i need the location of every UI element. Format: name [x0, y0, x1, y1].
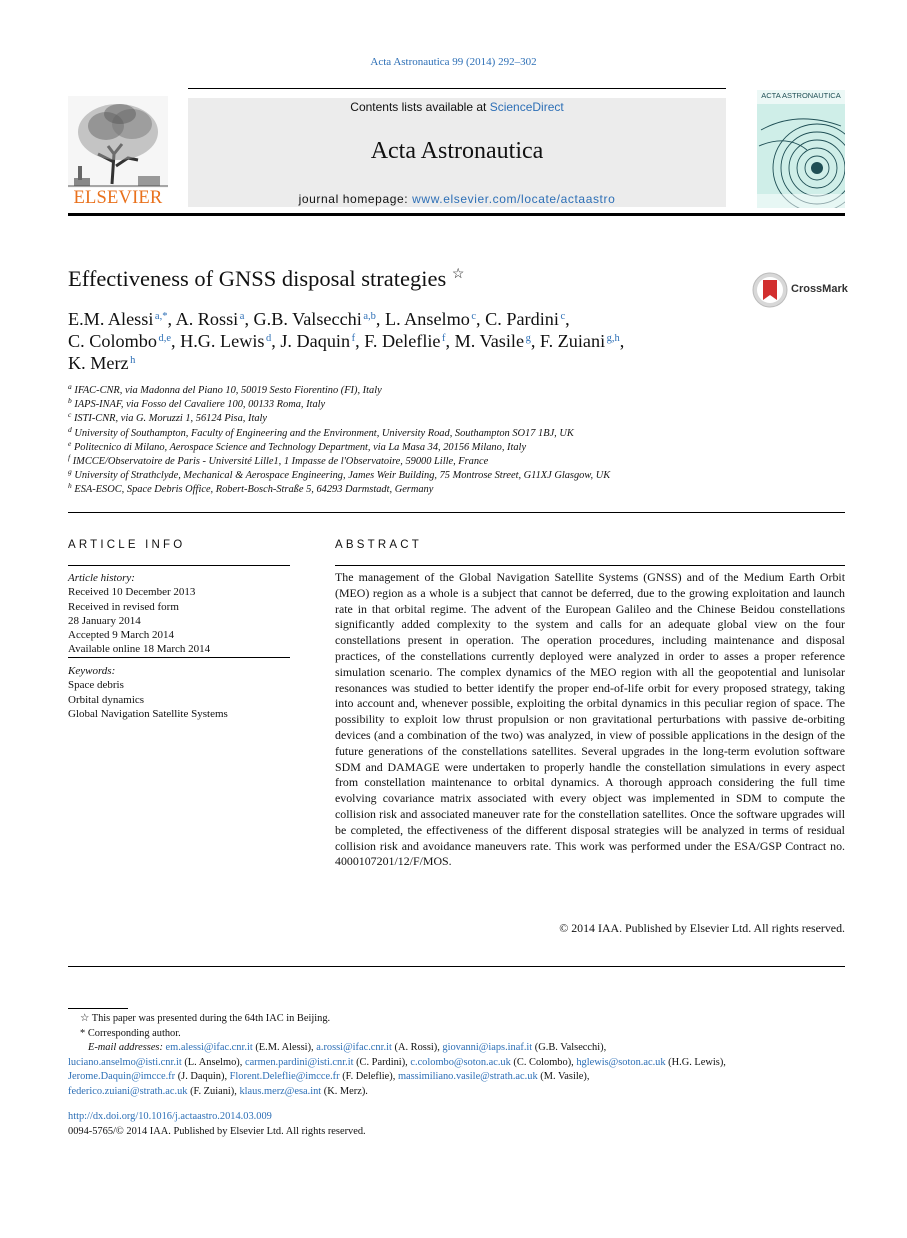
author: C. Pardini $^c$, [485, 309, 570, 329]
elsevier-logo[interactable] [68, 96, 168, 208]
abstract-heading: ABSTRACT [335, 539, 422, 551]
author-sup[interactable]: a,b [363, 311, 376, 322]
author-sup[interactable]: d,e [158, 333, 172, 344]
affiliation: $^b$ IAPS-INAF, via Fosso del Cavaliere 100, 00133 Roma, Italy [68, 396, 326, 411]
affiliation: $^d$ University of Southampton, Faculty of Engineering and the Environment, University Road, Southampton SO17 1BJ, UK [68, 424, 574, 439]
article-title [68, 266, 464, 292]
affiliation: $^f$ IMCCE/Observatoire de Paris - Université Lille1, 1 Impasse de l'Observatoire, 59000 Lille, France [68, 453, 489, 468]
affiliation: $^g$ University of Strathclyde, Mechanical & Aerospace Engineering, James Weir Building, 75 Montrose Street, G11XJ Glasgow, UK [68, 467, 611, 482]
footnote-rule [68, 1008, 128, 1009]
issn-line: 0094-5765/© 2014 IAA. Published by Elsevier Ltd. All rights reserved. [68, 1126, 366, 1137]
author: M. Vasile $^g$, [454, 331, 540, 351]
history-label: Article history: [68, 572, 135, 584]
keyword: Space debris [68, 679, 124, 692]
email-link[interactable]: hglewis@soton.ac.uk [576, 1056, 666, 1068]
section-rule [68, 966, 845, 967]
corresponding-footnote: * Corresponding author. [80, 1027, 181, 1039]
author: F. Deleflie $^f$, [364, 331, 455, 351]
history-item: Available online 18 March 2014 [68, 643, 211, 656]
crossmark-icon [752, 272, 788, 308]
crossmark-badge[interactable] [752, 272, 847, 308]
author: C. Colombo $^{d,e}$, [68, 331, 181, 351]
history-item: Received in revised form [68, 600, 179, 613]
author-sup[interactable]: g [525, 333, 531, 344]
title-footnote-mark[interactable]: ☆ [451, 267, 465, 282]
email-link[interactable]: klaus.merz@esa.int [239, 1085, 322, 1097]
article-title-text: Effectiveness of GNSS disposal strategies [68, 266, 447, 291]
header-top-rule [188, 88, 726, 89]
author-sup[interactable]: d [266, 333, 272, 344]
email-label: E-mail addresses: [88, 1042, 163, 1053]
history-item: Accepted 9 March 2014 [68, 629, 174, 642]
journal-cover-thumbnail[interactable] [757, 90, 845, 208]
author-sup[interactable]: c [560, 311, 566, 322]
history-item: Received 10 December 2013 [68, 586, 196, 599]
homepage-prefix: journal homepage: [298, 192, 413, 206]
email-link[interactable]: giovanni@iaps.inaf.it [442, 1042, 533, 1053]
author-sup[interactable]: a,* [154, 311, 168, 322]
journal-citation[interactable]: Acta Astronautica 99 (2014) 292–302 [370, 56, 537, 68]
author-sup[interactable]: f [442, 333, 446, 344]
journal-name: Acta Astronautica [370, 138, 544, 164]
author: G.B. Valsecchi $^{a,b}$, [253, 309, 385, 329]
email-link[interactable]: massimiliano.vasile@strath.ac.uk [397, 1071, 538, 1082]
author-sup[interactable]: f [351, 333, 356, 344]
email-footnote: E-mail addresses: em.alessi@ifac.cnr.it (E.M. Alessi), a.rossi@ifac.cnr.it (A. Rossi), giovanni@iaps.inaf.it (G.B. Valsecchi), luciano.anselmo@isti.cnr.it (L. Anselmo), carmen.pardini@isti.cnr.it (C. Pardini), c.colombo@soton.ac.uk (C. Colombo), hglewis@soton.ac.uk (H.G. Lewis), Jerome.Daquin@imcce.fr (J. Daquin), Florent.Deleflie@imcce.fr (F. Deleflie), massimiliano.vasile@strath.ac.uk (M. Vasile), federico.zuiani@strath.ac.uk (F. Zuiani), klaus.merz@esa.int (K. Merz). [68, 1042, 726, 1097]
crossmark-label: CrossMark [791, 283, 848, 295]
affiliation: $^e$ Politecnico di Milano, Aerospace Science and Technology Department, via La Masa 34, 20156 Milano, Italy [68, 438, 527, 453]
elsevier-wordmark: ELSEVIER [73, 188, 163, 208]
cover-title: ACTA ASTRONAUTICA [761, 91, 841, 100]
header-bottom-rule [68, 213, 845, 216]
article-history [68, 571, 290, 657]
author: A. Rossi $^a$, [175, 309, 254, 329]
keywords-label: Keywords: [68, 665, 116, 677]
email-link[interactable]: federico.zuiani@strath.ac.uk [68, 1085, 188, 1097]
email-link[interactable]: c.colombo@soton.ac.uk [410, 1056, 511, 1068]
abstract-rule [335, 565, 845, 566]
sciencedirect-link[interactable]: ScienceDirect [489, 100, 564, 114]
author: H.G. Lewis $^d$, [180, 331, 281, 351]
email-link[interactable]: a.rossi@ifac.cnr.it [316, 1042, 392, 1053]
history-item: 28 January 2014 [68, 614, 141, 627]
author: J. Daquin $^f$, [280, 331, 365, 351]
author: K. Merz $^h$ [68, 353, 136, 373]
footnotes [68, 1012, 848, 1099]
star-footnote: ☆ This paper was presented during the 64th IAC in Beijing. [80, 1013, 331, 1024]
doi-link[interactable]: http://dx.doi.org/10.1016/j.actaastro.2014.03.009 [68, 1111, 272, 1122]
affiliation: $^c$ ISTI-CNR, via G. Moruzzi 1, 56124 Pisa, Italy [68, 410, 268, 425]
contents-line [188, 100, 726, 114]
abstract-copyright: © 2014 IAA. Published by Elsevier Ltd. All rights reserved. [559, 921, 845, 935]
author-sup[interactable]: h [130, 355, 136, 366]
email-link[interactable]: Florent.Deleflie@imcce.fr [229, 1071, 340, 1082]
contents-prefix: Contents lists available at [350, 100, 490, 114]
author-sup[interactable]: g,h [606, 333, 620, 344]
homepage-line [188, 192, 726, 206]
email-link[interactable]: Jerome.Daquin@imcce.fr [68, 1071, 176, 1082]
author-sup[interactable]: c [471, 311, 477, 322]
journal-cover-icon [757, 90, 845, 208]
abstract-body: The management of the Global Navigation Satellite Systems (GNSS) and of the Medium Earth Orbit (MEO) region as a whole is a subject that cannot be deferred, due to the growing exploitation and launch rate in that orbital regime. The advent of the European Galileo and the Chinese Beidou constellations significantly added complexity to the system and calls for an adequate global view on the four constellations present in operation. The operation procedures, including maintenance and disposal practices, of the constellations currently deployed were analyzed in order to asses a proper reference simulation scenario. The complex dynamics of the MEO region with all the geopotential and lunisolar resonances was studied to better identify the proper end-of-life orbit for every proposed strategy, taking into account and, whenever possible, exploiting the orbital dynamics in this peculiar region of space. The possibility to exploit low thrust propulsion or non gravitational perturbations with passive de-orbiting devices (and a combination of the two) was analyzed, in view of possible applications in the design of the future generations of the constellations satellites. Several upgrades in the long-term evolution software SDM and DAMAGE were undertaken to properly handle the constellation simulations in every aspect from constellation maintenance to orbital dynamics. A thorough approach considering the full time evolving covariance matrix associated with every object was implemented in SDM to compute the collision risk and associated maneuver rate for the constellation satellites. Once the software upgrades will be completed, the effectiveness of the different disposal strategies will be analyzed in terms of residual collision risk and avoidance maneuvers rate. This work was performed under the ESA/GSP Contract no. 4000107201/12/F/MOS. [335, 570, 845, 869]
author: F. Zuiani $^{g,h}$, [539, 331, 625, 351]
author: E.M. Alessi $^{a,*}$, [68, 309, 176, 329]
article-info-rule [68, 657, 290, 658]
section-rule [68, 512, 845, 513]
affiliation: $^h$ ESA-ESOC, Space Debris Office, Robert-Bosch-Straße 5, 64293 Darmstadt, Germany [68, 481, 434, 496]
author-list [68, 308, 748, 374]
article-info-rule [68, 565, 290, 566]
article-info-heading: ARTICLE INFO [68, 539, 186, 551]
homepage-link[interactable]: www.elsevier.com/locate/actaastro [412, 192, 616, 206]
keyword: Orbital dynamics [68, 693, 145, 706]
email-link[interactable]: carmen.pardini@isti.cnr.it [244, 1056, 354, 1068]
affiliation: $^a$ IFAC-CNR, via Madonna del Piano 10, 50019 Sesto Fiorentino (FI), Italy [68, 382, 382, 396]
author-sup[interactable]: a [239, 311, 245, 322]
email-link[interactable]: luciano.anselmo@isti.cnr.it [68, 1056, 182, 1068]
keyword: Global Navigation Satellite Systems [68, 707, 228, 720]
author: L. Anselmo $^c$, [384, 309, 486, 329]
keywords [68, 664, 290, 721]
email-link[interactable]: em.alessi@ifac.cnr.it [165, 1042, 253, 1053]
affiliation-list [68, 384, 848, 498]
